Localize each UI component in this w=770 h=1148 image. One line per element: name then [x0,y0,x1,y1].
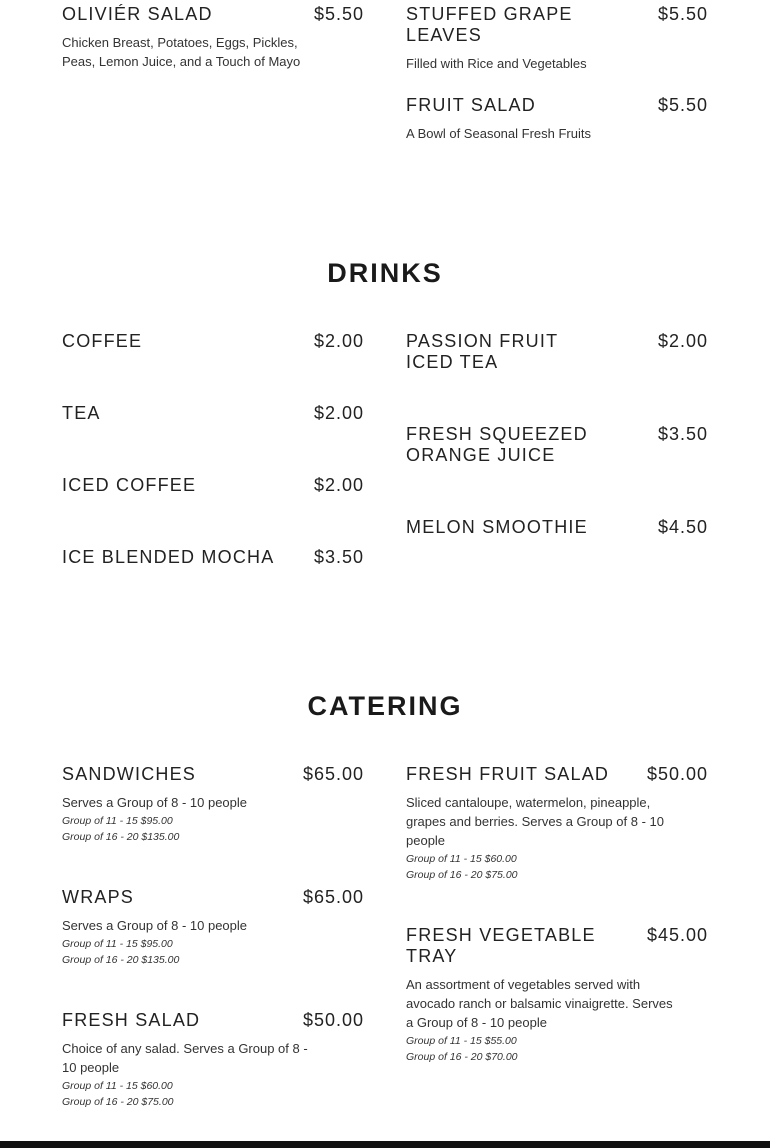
item-name: FRESH FRUIT SALAD [406,764,610,784]
menu-item-olivier-salad [62,4,364,71]
item-description: Chicken Breast, Potatoes, Eggs, Pickles, Peas, Lemon Juice, and a Touch of Mayo [62,35,301,69]
item-price: $2.00 [313,403,364,423]
item-price: $2.00 [657,331,708,351]
item-description: Serves a Group of 8 - 10 people [62,795,248,810]
item-price: $2.00 [313,475,364,495]
menu-item-fresh-squeezed-orange-juice [406,424,708,466]
item-group-price-note: Group of 11 - 15 $95.00 [62,938,173,950]
item-group-price-note: Group of 16 - 20 $75.00 [406,869,518,881]
item-name: TEA [62,403,101,423]
item-description: Serves a Group of 8 - 10 people [62,918,248,933]
menu-item-coffee [62,331,364,352]
menu-item-passion-fruit-iced-tea [406,331,708,373]
item-group-price-note: Group of 16 - 20 $70.00 [406,1051,518,1063]
item-price: $45.00 [646,925,708,945]
menu-item-iced-coffee [62,475,364,496]
item-name: FRESH SQUEEZED ORANGE JUICE [406,424,588,465]
item-description: Filled with Rice and Vegetables [406,56,587,71]
item-name: FRESH SALAD [62,1010,201,1030]
item-price: $5.50 [657,95,708,115]
item-price: $50.00 [302,1010,364,1030]
item-name: SANDWICHES [62,764,197,784]
menu-item-ice-blended-mocha [62,547,364,568]
menu-item-melon-smoothie [406,517,708,538]
item-name: ICED COFFEE [62,475,197,495]
item-group-price-note: Group of 16 - 20 $75.00 [62,1096,174,1108]
section-title-catering: CATERING [307,691,463,721]
menu-item-fresh-vegetable-tray [406,925,708,1065]
item-price: $3.50 [657,424,708,444]
item-price: $65.00 [302,764,364,784]
item-description: Sliced cantaloupe, watermelon, pineapple, grapes and berries. Serves a Group of 8 - 10 people [406,795,664,848]
item-price: $3.50 [313,547,364,567]
item-group-price-note: Group of 16 - 20 $135.00 [62,954,180,966]
item-name: ICE BLENDED MOCHA [62,547,275,567]
menu-item-tea [62,403,364,424]
item-group-price-note: Group of 11 - 15 $60.00 [62,1080,173,1092]
item-price: $5.50 [657,4,708,24]
footer-bar [0,1141,770,1148]
item-price: $5.50 [313,4,364,24]
item-group-price-note: Group of 11 - 15 $60.00 [406,853,517,865]
menu-item-wraps [62,887,364,968]
item-group-price-note: Group of 16 - 20 $135.00 [62,831,180,843]
section-title-drinks: DRINKS [327,258,443,288]
item-name: STUFFED GRAPE LEAVES [406,4,573,45]
item-name: OLIVIÉR SALAD [62,4,213,24]
item-price: $50.00 [646,764,708,784]
item-price: $4.50 [657,517,708,537]
item-description: An assortment of vegetables served with avocado ranch or balsamic vinaigrette. Serves a Group of 8 - 10 people [406,977,673,1030]
item-group-price-note: Group of 11 - 15 $95.00 [62,815,173,827]
item-price: $65.00 [302,887,364,907]
menu-item-fresh-fruit-salad [406,764,708,883]
item-name: WRAPS [62,887,135,907]
item-description: A Bowl of Seasonal Fresh Fruits [406,126,591,141]
menu-item-stuffed-grape-leaves [406,4,708,73]
item-name: FRUIT SALAD [406,95,536,115]
item-name: FRESH VEGETABLE TRAY [406,925,596,966]
item-price: $2.00 [313,331,364,351]
menu-item-sandwiches [62,764,364,845]
item-name: COFFEE [62,331,143,351]
item-group-price-note: Group of 11 - 15 $55.00 [406,1035,517,1047]
item-name: MELON SMOOTHIE [406,517,588,537]
item-name: PASSION FRUIT ICED TEA [406,331,558,372]
menu-item-fresh-salad [62,1010,364,1110]
menu-item-fruit-salad [406,95,708,143]
item-description: Choice of any salad. Serves a Group of 8 - 10 people [62,1041,308,1075]
